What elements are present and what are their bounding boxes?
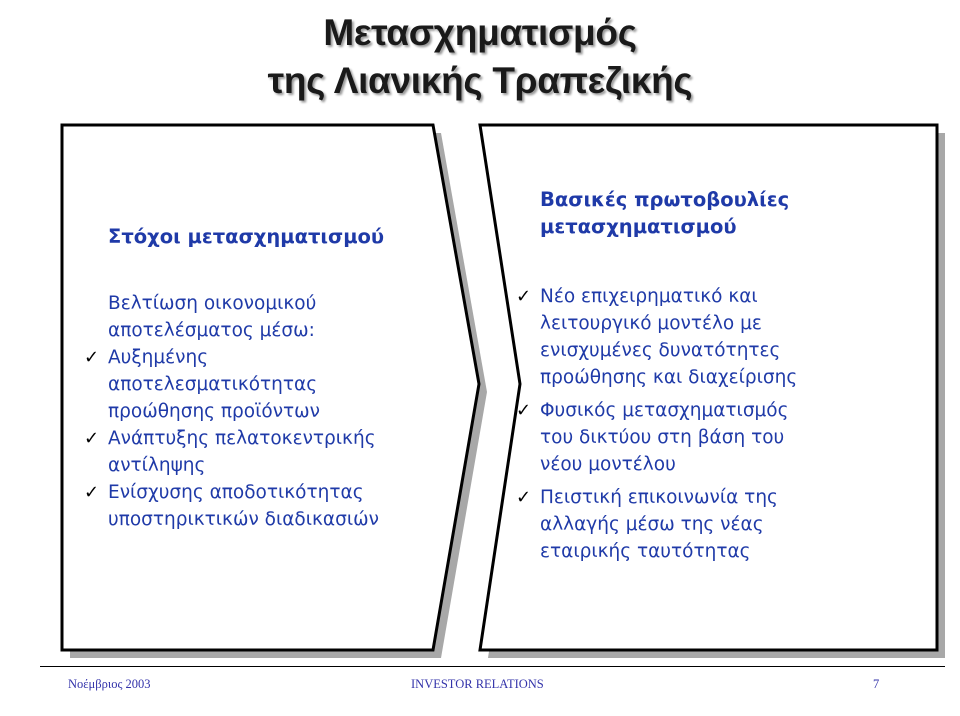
check-icon: ✓ — [516, 487, 532, 508]
left-bullet-1: ✓ Αυξημένης — [84, 344, 379, 371]
left-bullet-2: ✓ Ανάπτυξης πελατοκεντρικής — [84, 425, 379, 452]
left-bullet-1-line-2: αποτελεσματικότητας — [108, 374, 318, 395]
right-bullet-1-line-2: λειτουργικό μοντέλο με — [540, 313, 762, 334]
check-icon: ✓ — [84, 482, 100, 503]
check-icon: ✓ — [516, 400, 532, 421]
right-heading-line-1: Βασικές πρωτοβουλίες — [540, 188, 790, 211]
right-bullet-2-line-3: νέου μοντέλου — [540, 454, 676, 475]
left-intro-line-1: Βελτίωση οικονομικού — [108, 293, 317, 314]
right-bullet-2-line-2: του δικτύου στη βάση του — [540, 427, 785, 448]
right-bullet-3-line-2: αλλαγής μέσω της νέας — [540, 514, 764, 535]
check-icon: ✓ — [84, 428, 100, 449]
check-icon: ✓ — [516, 286, 532, 307]
right-bullet-3: ✓ Πειστική επικοινωνία της — [516, 484, 797, 511]
left-box-heading: Στόχοι μετασχηματισμού — [108, 225, 385, 248]
left-box-body — [84, 290, 379, 533]
right-bullet-3-line-3: εταιρικής ταυτότητας — [540, 541, 751, 562]
left-intro-line-2: αποτελέσματος μέσω: — [108, 320, 315, 341]
right-bullet-1-line-3: ενισχυμένες δυνατότητες — [540, 340, 781, 361]
left-bullet-1-line-3: προώθησης προϊόντων — [108, 401, 321, 422]
right-box-heading — [540, 186, 789, 240]
left-bullet-2-line-2: αντίληψης — [108, 455, 206, 476]
footer-page-number: 7 — [873, 677, 880, 691]
footer-date: Νοέμβριος 2003 — [68, 677, 151, 691]
check-icon: ✓ — [84, 347, 100, 368]
footer-center: INVESTOR RELATIONS — [411, 677, 544, 691]
right-heading-line-2: μετασχηματισμού — [540, 215, 737, 238]
slide-title-line1: Μετασχηματισμός — [323, 12, 637, 53]
left-box-content — [108, 223, 384, 250]
left-bullet-3-line-2: υποστηρικτικών διαδικασιών — [108, 509, 379, 530]
footer-rule — [40, 666, 945, 667]
left-bullet-3: ✓ Ενίσχυσης αποδοτικότητας — [84, 479, 379, 506]
right-bullet-1-line-4: προώθησης και διαχείρισης — [540, 367, 798, 388]
slide-title-line2: της Λιανικής Τραπεζικής — [267, 60, 693, 101]
right-bullet-2: ✓ Φυσικός μετασχηματισμός — [516, 397, 797, 424]
right-bullet-1: ✓ Νέο επιχειρηματικό και — [516, 283, 797, 310]
right-box-body — [516, 283, 797, 565]
